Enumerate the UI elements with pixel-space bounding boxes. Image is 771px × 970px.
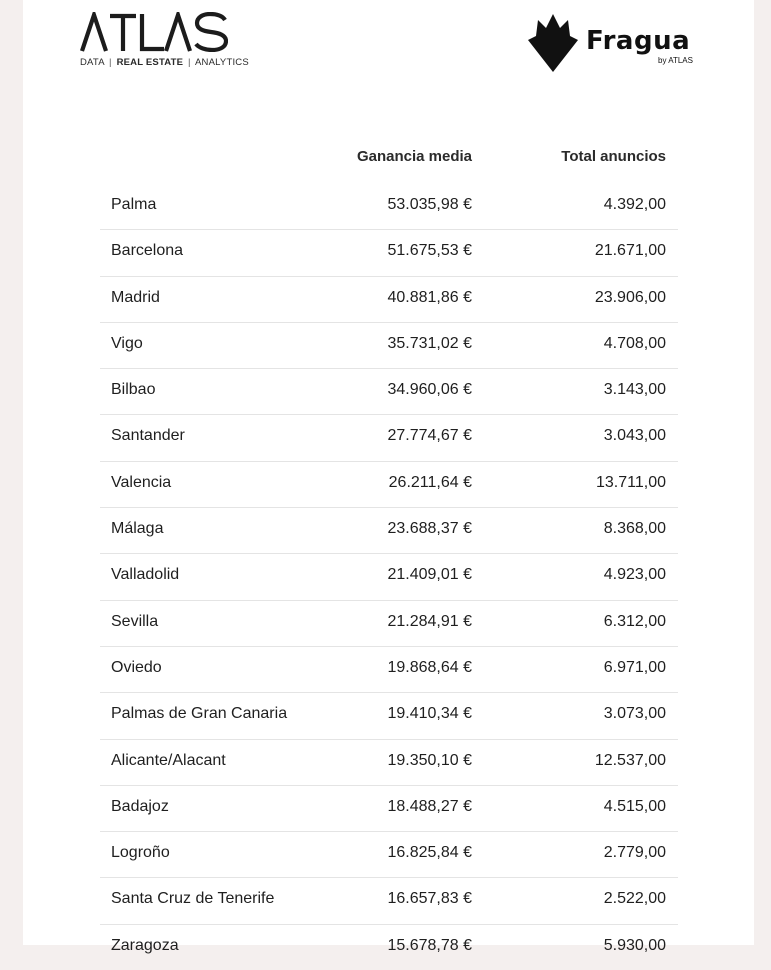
- total-cell: 4.515,00: [603, 797, 666, 815]
- city-cell: Valladolid: [111, 566, 180, 584]
- total-cell: 3.073,00: [603, 705, 666, 723]
- city-cell: Málaga: [111, 520, 164, 538]
- city-cell: Santander: [111, 427, 185, 445]
- city-cell: Madrid: [111, 288, 160, 306]
- table-row: [100, 277, 678, 323]
- table-row: [100, 415, 678, 461]
- table-row: [100, 508, 678, 554]
- city-cell: Sevilla: [111, 612, 159, 630]
- total-cell: 3.043,00: [603, 427, 666, 445]
- city-cell: Palma: [111, 196, 157, 213]
- table-row: [100, 554, 678, 600]
- fragua-logo: [528, 14, 708, 74]
- table-row: [100, 878, 678, 924]
- ganancia-cell: 19.350,10 €: [387, 751, 472, 769]
- ganancia-cell: 51.675,53 €: [387, 242, 472, 260]
- total-cell: 3.143,00: [603, 381, 666, 399]
- total-cell: 2.779,00: [603, 844, 666, 862]
- table-row: [100, 740, 678, 786]
- table-row: [100, 230, 678, 276]
- total-cell: 4.923,00: [603, 566, 666, 584]
- ganancia-cell: 40.881,86 €: [387, 288, 472, 306]
- ganancia-cell: 18.488,27 €: [387, 797, 472, 815]
- city-cell: Logroño: [111, 844, 170, 862]
- ganancia-cell: 23.688,37 €: [387, 520, 472, 538]
- table-row: [100, 462, 678, 508]
- city-cell: Vigo: [111, 334, 143, 352]
- total-cell: 13.711,00: [596, 473, 666, 491]
- city-cell: Barcelona: [111, 242, 184, 260]
- total-cell: 21.671,00: [594, 242, 666, 260]
- table-row: [100, 647, 678, 693]
- tagline-data: DATA: [80, 57, 105, 68]
- ranking-table: [100, 132, 678, 970]
- city-cell: Palmas de Gran Canaria: [111, 705, 288, 723]
- total-cell: 4.392,00: [603, 196, 666, 213]
- table-row: [100, 832, 678, 878]
- atlas-tagline: [80, 57, 249, 68]
- table-row: [100, 693, 678, 739]
- city-cell: Bilbao: [111, 381, 156, 399]
- total-cell: 2.522,00: [603, 890, 666, 908]
- tagline-real-estate: REAL ESTATE: [116, 57, 184, 68]
- city-cell: Oviedo: [111, 658, 162, 676]
- city-cell: Valencia: [111, 473, 172, 491]
- table-row: [100, 786, 678, 832]
- ganancia-cell: 53.035,98 €: [387, 196, 472, 213]
- table-row: [100, 323, 678, 369]
- ganancia-cell: 21.284,91 €: [387, 612, 472, 630]
- total-cell: 12.537,00: [594, 751, 666, 769]
- table-body: [100, 184, 678, 970]
- ganancia-cell: 16.825,84 €: [387, 844, 472, 862]
- document-page: [23, 0, 754, 954]
- ganancia-cell: 21.409,01 €: [387, 566, 472, 584]
- tagline-separator: |: [188, 57, 191, 68]
- ganancia-cell: 26.211,64 €: [388, 473, 472, 491]
- total-cell: 4.708,00: [603, 334, 666, 352]
- ganancia-cell: 16.657,83 €: [387, 890, 472, 908]
- total-cell: 5.930,00: [603, 936, 666, 954]
- table-header: [100, 132, 678, 184]
- ganancia-cell: 27.774,67 €: [387, 427, 472, 445]
- table-row: [100, 925, 678, 970]
- city-cell: Alicante/Alacant: [111, 751, 226, 769]
- fragua-wordmark: Fragua: [586, 26, 691, 56]
- table-row: [100, 369, 678, 415]
- column-header-ganancia: Ganancia media: [356, 148, 472, 165]
- ganancia-cell: 35.731,02 €: [387, 334, 472, 352]
- fragua-byline: by ATLAS: [658, 56, 693, 65]
- total-cell: 6.971,00: [603, 658, 666, 676]
- atlas-logo: [80, 12, 249, 68]
- column-header-total: Total anuncios: [561, 148, 666, 165]
- tagline-separator: |: [109, 57, 112, 68]
- city-cell: Santa Cruz de Tenerife: [111, 890, 275, 908]
- ganancia-cell: 19.868,64 €: [387, 658, 472, 676]
- total-cell: 8.368,00: [603, 520, 666, 538]
- atlas-wordmark: [80, 12, 228, 52]
- ganancia-cell: 34.960,06 €: [387, 381, 472, 399]
- fragua-flame-icon: [528, 14, 578, 72]
- city-cell: Badajoz: [111, 797, 169, 815]
- tagline-analytics: ANALYTICS: [195, 57, 249, 68]
- table-row: [100, 601, 678, 647]
- ganancia-cell: 15.678,78 €: [387, 936, 472, 954]
- total-cell: 6.312,00: [603, 612, 666, 630]
- ganancia-cell: 19.410,34 €: [387, 705, 472, 723]
- total-cell: 23.906,00: [594, 288, 666, 306]
- city-cell: Zaragoza: [111, 936, 179, 954]
- table-row: [100, 184, 678, 230]
